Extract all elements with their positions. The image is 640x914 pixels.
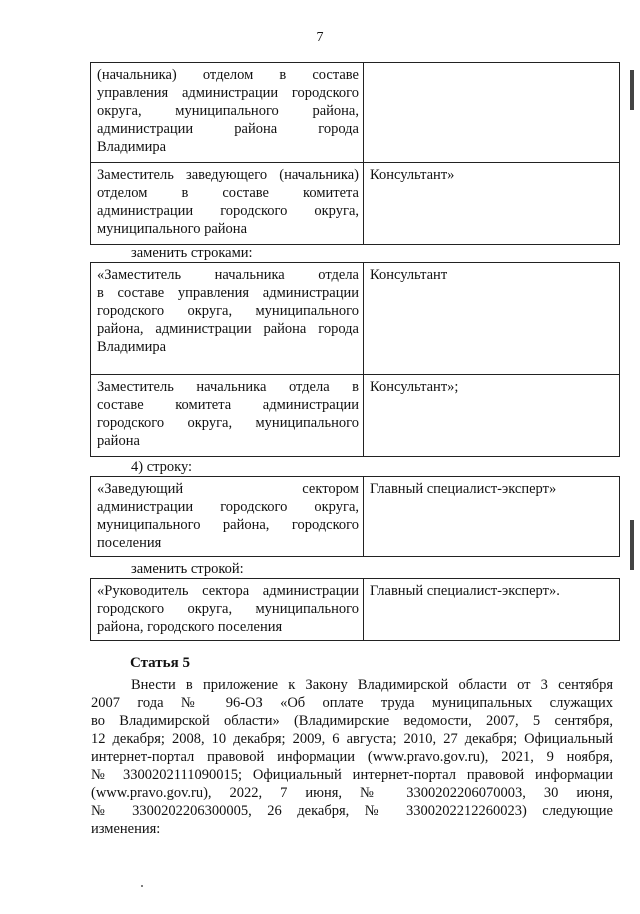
cell-line: Владимира [97, 139, 167, 155]
paragraph-line: Внести в приложение к Закону Владимирской области от 3 сентября [131, 677, 613, 693]
caption-replace-rows: заменить строками: [131, 245, 253, 261]
rank-cell: Главный специалист-эксперт». [364, 579, 620, 641]
position-cell [91, 579, 364, 641]
rank-cell: Главный специалист-эксперт» [364, 477, 620, 557]
paragraph-line: во Владимирской области» (Владимирские ведомости, 2007, 5 сентября, [91, 713, 613, 729]
table-fragment-2 [90, 262, 620, 457]
cell-line: муниципального района [97, 221, 247, 237]
cell-line: района, администрации района города [97, 321, 359, 337]
scan-edge-mark [630, 520, 634, 570]
cell-line: управления администрации городского [97, 85, 359, 101]
cell-line: муниципального района, городского [97, 517, 359, 533]
cell-line: городского округа, муниципального [97, 415, 359, 431]
table-row [91, 63, 620, 163]
table-row [91, 163, 620, 245]
cell-line: администрации района города [97, 121, 359, 137]
cell-line: администрации городского округа, [97, 203, 359, 219]
page-number: 7 [316, 30, 324, 45]
position-cell [91, 375, 364, 457]
cell-line: «Заведующий сектором [97, 481, 359, 497]
table-fragment-1 [90, 62, 620, 245]
cell-line: городского округа, муниципального [97, 303, 359, 319]
cell-line: Владимира [97, 339, 167, 355]
rank-cell: Консультант»; [364, 375, 620, 457]
cell-line: района [97, 433, 140, 449]
cell-line: Заместитель заведующего (начальника) [97, 167, 359, 183]
caption-replace-row: заменить строкой: [131, 561, 244, 577]
scan-speck [141, 885, 143, 887]
cell-line: Заместитель начальника отдела в [97, 379, 359, 395]
cell-line: администрации городского округа, [97, 499, 359, 515]
cell-line: составе комитета администрации [97, 397, 359, 413]
article-paragraph [91, 676, 613, 838]
table-row [91, 375, 620, 457]
rank-cell: Консультант [364, 263, 620, 375]
cell-line: района, городского поселения [97, 619, 283, 635]
table-row [91, 477, 620, 557]
table-row [91, 263, 620, 375]
paragraph-line: № 3300202206300005, 26 декабря, № 3300202212260023) следующие [91, 803, 613, 819]
table-fragment-4 [90, 578, 620, 641]
cell-line: городского округа, муниципального [97, 601, 359, 617]
cell-line: в составе управления администрации [97, 285, 359, 301]
cell-line: отделом в составе комитета [97, 185, 359, 201]
rank-cell: Консультант» [364, 163, 620, 245]
paragraph-line: № 3300202111090015; Официальный интернет-портал правовой информации [91, 767, 613, 783]
cell-line: «Руководитель сектора администрации [97, 583, 359, 599]
cell-line: поселения [97, 535, 162, 551]
cell-line: округа, муниципального района, [97, 103, 359, 119]
position-cell [91, 477, 364, 557]
paragraph-line: изменения: [91, 821, 161, 837]
table-fragment-3 [90, 476, 620, 557]
caption-row-4: 4) строку: [131, 459, 193, 475]
rank-cell [364, 63, 620, 163]
paragraph-line: интернет-портал правовой информации (www.pravo.gov.ru), 2021, 9 ноября, [91, 749, 613, 765]
paragraph-line: 2007 года № 96-ОЗ «Об оплате труда муниципальных служащих [91, 695, 613, 711]
position-cell [91, 63, 364, 163]
cell-line: «Заместитель начальника отдела [97, 267, 359, 283]
table-row [91, 579, 620, 641]
article-heading: Статья 5 [130, 655, 190, 671]
paragraph-line: (www.pravo.gov.ru), 2022, 7 июня, № 3300202206070003, 30 июня, [91, 785, 613, 801]
scan-edge-mark [630, 70, 634, 110]
cell-line: (начальника) отделом в составе [97, 67, 359, 83]
position-cell [91, 263, 364, 375]
paragraph-line: 12 декабря; 2008, 10 декабря; 2009, 6 августа; 2010, 27 декабря; Официальный [91, 731, 613, 747]
position-cell [91, 163, 364, 245]
